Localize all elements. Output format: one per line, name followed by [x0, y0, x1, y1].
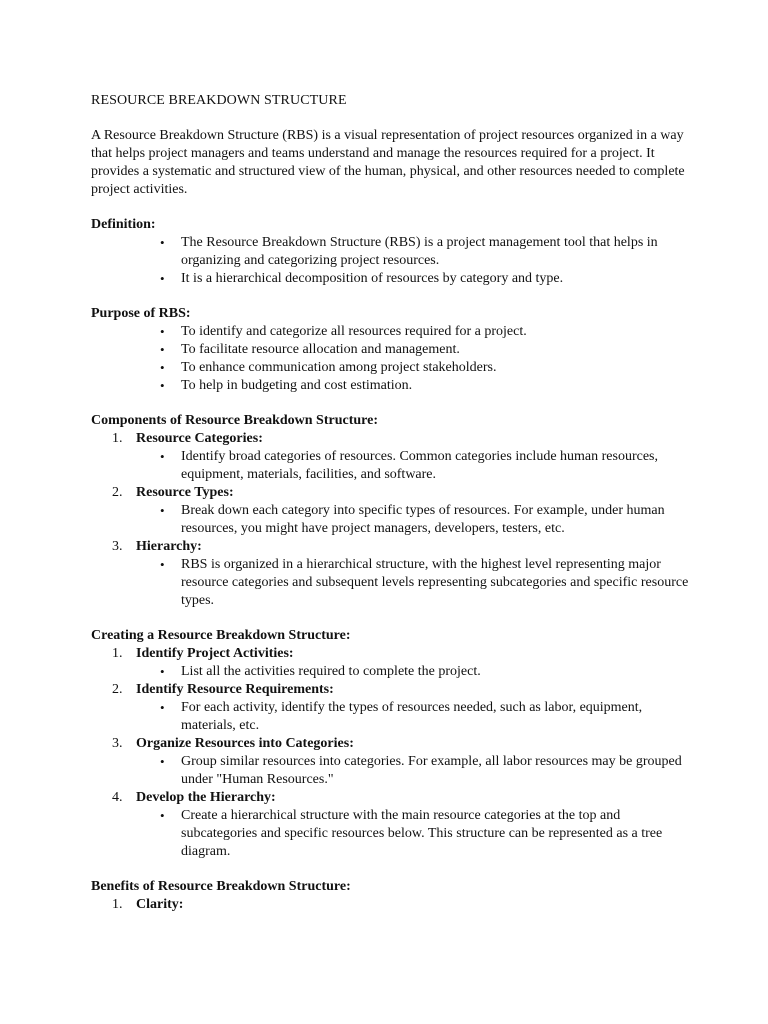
components-list: [91, 430, 691, 610]
item-title: Resource Types:: [136, 485, 234, 500]
benefits-section: [91, 878, 691, 914]
benefits-list: [91, 896, 691, 914]
components-heading: Components of Resource Breakdown Structure:: [91, 413, 378, 428]
numbered-item: [91, 789, 691, 861]
numbered-item: [91, 735, 691, 789]
sub-list: [136, 753, 691, 789]
numbered-item: [91, 430, 691, 484]
numbered-item: [91, 645, 691, 681]
item-number: 3.: [112, 736, 123, 751]
creating-section: [91, 627, 691, 861]
intro-paragraph: A Resource Breakdown Structure (RBS) is a visual representation of project resources organized in a way that helps project managers and teams understand and manage the resources required for a project. It provides a systematic and structured view of the human, physical, and other resources needed to complete project activities.: [91, 128, 685, 197]
item-title: Resource Categories:: [136, 431, 263, 446]
sub-list: [136, 556, 691, 610]
list-item: • Identify broad categories of resources. Common categories include human resources, equipment, materials, facilities, and software.: [181, 448, 691, 484]
item-title: Clarity:: [136, 897, 184, 912]
numbered-item: [91, 896, 691, 914]
purpose-heading: Purpose of RBS:: [91, 306, 191, 321]
item-number: 1.: [112, 897, 123, 912]
document-title: RESOURCE BREAKDOWN STRUCTURE: [91, 93, 347, 108]
list-item: • RBS is organized in a hierarchical structure, with the highest level representing major resource categories and subsequent levels representing subcategories and specific resource types.: [181, 556, 691, 610]
document-page: [91, 92, 691, 914]
item-title: Organize Resources into Categories:: [136, 736, 354, 751]
definition-heading: Definition:: [91, 217, 156, 232]
list-item: • Group similar resources into categories. For example, all labor resources may be grouped under "Human Resources.": [181, 753, 691, 789]
benefits-heading: Benefits of Resource Breakdown Structure:: [91, 879, 351, 894]
list-item: • Create a hierarchical structure with the main resource categories at the top and subcategories and specific resources below. This structure can be represented as a tree diagram.: [181, 807, 691, 861]
item-title: Develop the Hierarchy:: [136, 790, 276, 805]
sub-list: [136, 502, 691, 538]
purpose-section: [91, 305, 691, 395]
list-item: • It is a hierarchical decomposition of resources by category and type.: [181, 270, 691, 288]
item-title: Identify Resource Requirements:: [136, 682, 334, 697]
sub-list: [136, 663, 691, 681]
item-number: 1.: [112, 431, 123, 446]
list-item: • To enhance communication among project stakeholders.: [181, 359, 691, 377]
components-section: [91, 412, 691, 610]
list-item: • To help in budgeting and cost estimation.: [181, 377, 691, 395]
item-number: 2.: [112, 682, 123, 697]
item-number: 1.: [112, 646, 123, 661]
sub-list: [136, 699, 691, 735]
sub-list: [136, 448, 691, 484]
purpose-list: [91, 323, 691, 395]
item-title: Hierarchy:: [136, 539, 202, 554]
list-item: • Break down each category into specific types of resources. For example, under human resources, you might have project managers, developers, testers, etc.: [181, 502, 691, 538]
item-number: 4.: [112, 790, 123, 805]
creating-list: [91, 645, 691, 861]
numbered-item: [91, 681, 691, 735]
sub-list: [136, 807, 691, 861]
list-item: • List all the activities required to complete the project.: [181, 663, 691, 681]
list-item: • The Resource Breakdown Structure (RBS) is a project management tool that helps in organizing and categorizing project resources.: [181, 234, 691, 270]
definition-section: [91, 216, 691, 288]
item-title: Identify Project Activities:: [136, 646, 294, 661]
item-number: 3.: [112, 539, 123, 554]
definition-list: [91, 234, 691, 288]
numbered-item: [91, 538, 691, 610]
list-item: • For each activity, identify the types of resources needed, such as labor, equipment, materials, etc.: [181, 699, 691, 735]
list-item: • To facilitate resource allocation and management.: [181, 341, 691, 359]
numbered-item: [91, 484, 691, 538]
creating-heading: Creating a Resource Breakdown Structure:: [91, 628, 351, 643]
list-item: • To identify and categorize all resources required for a project.: [181, 323, 691, 341]
item-number: 2.: [112, 485, 123, 500]
